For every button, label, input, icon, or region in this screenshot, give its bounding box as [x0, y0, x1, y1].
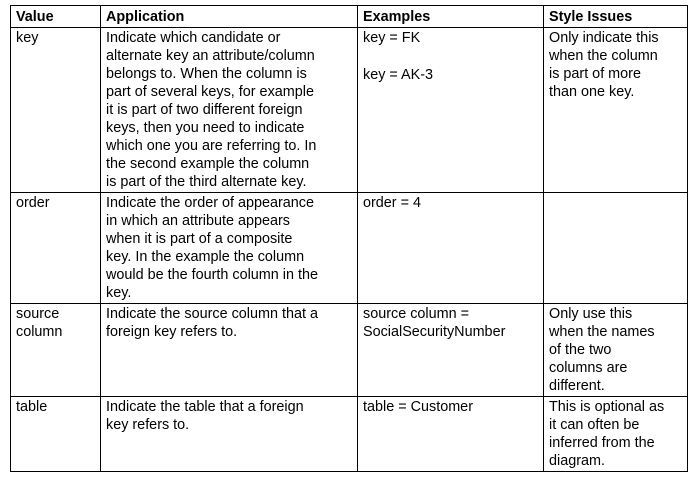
cell-text: table = Customer [363, 399, 473, 415]
cell-text: when it is part of a composite [106, 231, 293, 247]
cell-text: which one you are referring to. In [106, 138, 317, 154]
header-application: Application [101, 6, 358, 28]
cell-text: foreign key refers to. [106, 324, 238, 340]
examples-cell [358, 193, 544, 304]
application-cell [101, 397, 358, 472]
cell-text: part of several keys, for example [106, 84, 314, 100]
cell-text: key refers to. [106, 417, 190, 433]
cell-text: key = AK-3 [363, 67, 433, 83]
cell-text: key [16, 30, 39, 46]
header-examples: Examples [358, 6, 544, 28]
cell-text: is part of more [549, 66, 641, 82]
cell-text: is part of the third alternate key. [106, 174, 307, 190]
cell-text: of the two [549, 342, 612, 358]
cell-text: would be the fourth column in the [106, 267, 318, 283]
cell-text: different. [549, 378, 605, 394]
cell-text: Indicate the source column that a [106, 306, 318, 322]
cell-text: it can often be [549, 417, 640, 433]
table-row [11, 28, 688, 193]
header-value: Value [11, 6, 101, 28]
examples-cell [358, 397, 544, 472]
cell-text: it is part of two different foreign [106, 102, 303, 118]
style-issues-cell [544, 193, 688, 304]
value-cell [11, 304, 101, 397]
cell-text: order [16, 195, 50, 211]
cell-text: diagram. [549, 453, 605, 469]
cell-text: Indicate the table that a foreign [106, 399, 304, 415]
style-issues-cell [544, 304, 688, 397]
cell-text: Only use this [549, 306, 633, 322]
header-style-issues: Style Issues [544, 6, 688, 28]
cell-text: inferred from the [549, 435, 655, 451]
cell-text: order = 4 [363, 195, 421, 211]
cell-text: keys, then you need to indicate [106, 120, 305, 136]
cell-text: key. In the example the column [106, 249, 305, 265]
application-cell [101, 193, 358, 304]
cell-text: when the column [549, 48, 658, 64]
cell-text: SocialSecurityNumber [363, 324, 506, 340]
header-row [11, 6, 688, 28]
value-cell [11, 28, 101, 193]
value-cell [11, 397, 101, 472]
usage-table [10, 5, 688, 472]
table-row [11, 193, 688, 304]
table-row [11, 304, 688, 397]
cell-text: than one key. [549, 84, 635, 100]
value-cell [11, 193, 101, 304]
application-cell [101, 304, 358, 397]
cell-text: key = FK [363, 30, 421, 46]
cell-text: source [16, 306, 60, 322]
cell-text: columns are [549, 360, 628, 376]
cell-text: Indicate the order of appearance [106, 195, 315, 211]
examples-cell [358, 28, 544, 193]
style-issues-cell [544, 397, 688, 472]
cell-text: Indicate which candidate or [106, 30, 281, 46]
cell-text: belongs to. When the column is [106, 66, 307, 82]
cell-text: This is optional as [549, 399, 665, 415]
blank-line [363, 47, 538, 66]
cell-text: alternate key an attribute/column [106, 48, 315, 64]
cell-text: key. [106, 285, 132, 301]
examples-cell [358, 304, 544, 397]
cell-text: column [16, 324, 63, 340]
application-cell [101, 28, 358, 193]
cell-text: when the names [549, 324, 655, 340]
cell-text: source column = [363, 306, 469, 322]
cell-text: in which an attribute appears [106, 213, 290, 229]
cell-text: table [16, 399, 48, 415]
style-issues-cell [544, 28, 688, 193]
table-row [11, 397, 688, 472]
cell-text: the second example the column [106, 156, 310, 172]
cell-text: Only indicate this [549, 30, 659, 46]
